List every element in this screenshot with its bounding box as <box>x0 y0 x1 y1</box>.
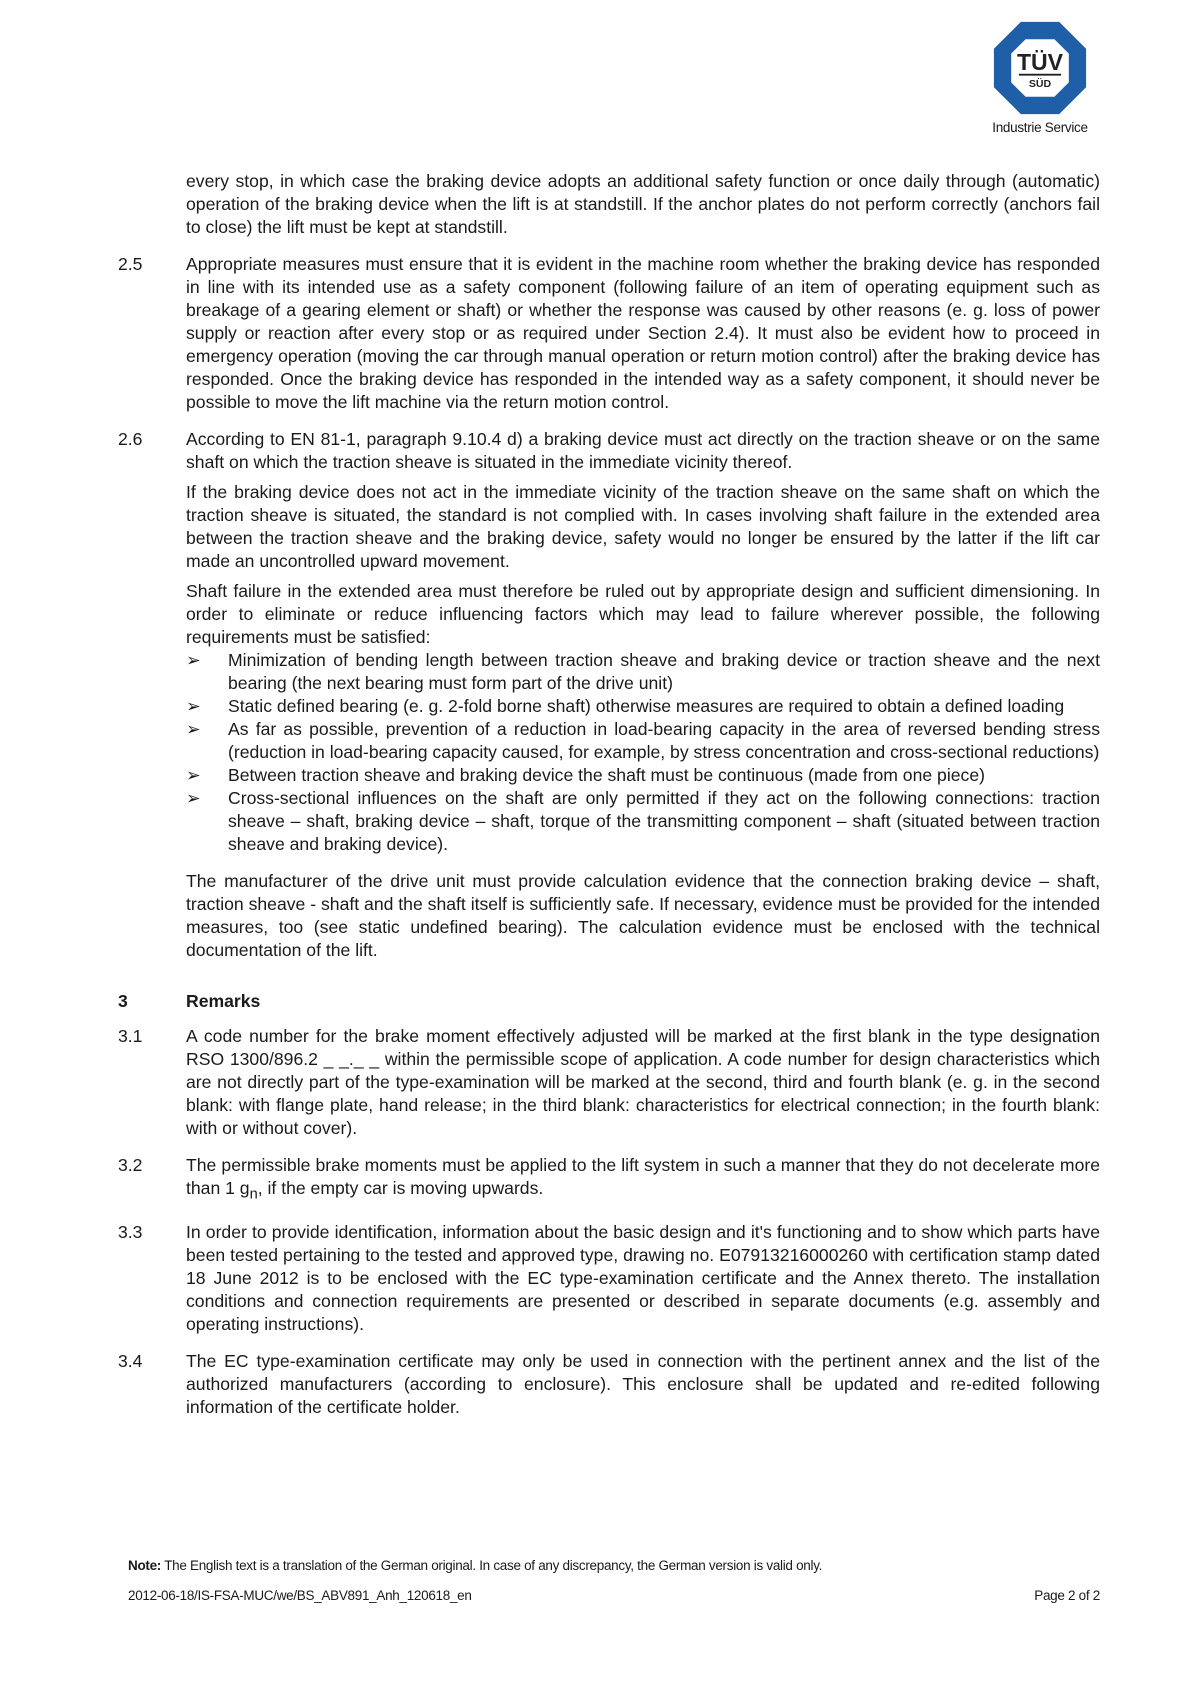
section-number: 2.6 <box>118 429 143 449</box>
svg-text:SÜD: SÜD <box>1028 78 1052 91</box>
section-paragraph: According to EN 81-1, paragraph 9.10.4 d) a braking device must act directly on the traction sheave or on the same shaft on which the traction sheave is situated in the immediate vicinity thereof. <box>186 429 1100 472</box>
arrow-bullet-icon: ➢ <box>186 788 201 808</box>
section-3-4 <box>118 1350 1100 1419</box>
list-item: ➢ Between traction sheave and braking device the shaft must be continuous (made from one piece) <box>186 765 985 785</box>
document-reference: 2012-06-18/IS-FSA-MUC/we/BS_ABV891_Anh_120618_en <box>128 1588 472 1603</box>
list-item: ➢ Cross-sectional influences on the shaft are only permitted if they act on the following connections: traction sheave – shaft, braking device – shaft, torque of the transmitting component – shaft (situated between traction sheave and braking device). <box>186 788 1100 854</box>
section-2-6 <box>118 428 1100 962</box>
section-3-heading: 3 Remarks <box>118 991 261 1011</box>
logo-subtitle: Industrie Service <box>992 120 1088 135</box>
list-item: ➢ Minimization of bending length between traction sheave and braking device or traction sheave and the next bearing (the next bearing must form part of the drive unit) <box>186 650 1100 693</box>
section-text: Appropriate measures must ensure that it is evident in the machine room whether the braking device has responded in line with its intended use as a safety component (following failure of an item of operating equipment such as breakage of a gearing element or shaft) or whether the response was caused by other reasons (e. g. loss of power supply or reaction after every stop or as required under Section 2.4). It must also be evident how to proceed in emergency operation (moving the car through manual operation or return motion control) after the braking device has responded. Once the braking device has responded in the intended way as a safety component, it should never be possible to move the lift machine via the return motion control. <box>186 254 1100 412</box>
arrow-bullet-icon: ➢ <box>186 650 201 670</box>
section-number: 3.4 <box>118 1350 143 1371</box>
list-item: ➢ As far as possible, prevention of a reduction in load-bearing capacity in the area of reversed bending stress (reduction in load-bearing capacity caused, for example, by stress concentration and cross-sectional reductions) <box>186 719 1100 762</box>
arrow-bullet-icon: ➢ <box>186 765 201 785</box>
section-3-2 <box>118 1154 1100 1207</box>
footer-note: Note: The English text is a translation of the German original. In case of any discrepancy, the German version is valid only. <box>128 1558 823 1573</box>
section-paragraph: The manufacturer of the drive unit must provide calculation evidence that the connection braking device – shaft, traction sheave - shaft and the shaft itself is sufficiently safe. If necessary, evidence must be provided for the intended measures, too (see static undefined bearing). The calculation evidence must be enclosed with the technical documentation of the lift. <box>186 871 1100 960</box>
tuv-octagon-icon <box>992 20 1088 116</box>
continued-paragraph: every stop, in which case the braking device adopts an additional safety function or once daily through (automatic) operation of the braking device when the lift is at standstill. If the anchor plates do not perform correctly (anchors fail to close) the lift must be kept at standstill. <box>186 171 1100 237</box>
section-text: The EC type-examination certificate may only be used in connection with the pertinent annex and the list of the authorized manufacturers (according to enclosure). This enclosure shall be updated and re-edited following information of the certificate holder. <box>186 1350 1100 1417</box>
section-3-3 <box>118 1221 1100 1336</box>
section-title: Remarks <box>186 991 261 1011</box>
section-text: The permissible brake moments must be applied to the lift system in such a manner that they do not decelerate more than 1 $g_n$, if the empty car is moving upwards. <box>186 1155 1100 1203</box>
section-paragraph: Shaft failure in the extended area must therefore be ruled out by appropriate design and sufficient dimensioning. In order to eliminate or reduce influencing factors which may lead to failure wherever possible, the following requirements must be satisfied: <box>186 581 1100 647</box>
section-number: 3.2 <box>118 1155 143 1175</box>
section-number: 3.1 <box>118 1026 143 1046</box>
document-body <box>118 170 1100 1433</box>
list-item: ➢ Static defined bearing (e. g. 2-fold borne shaft) otherwise measures are required to obtain a defined loading <box>186 696 1065 716</box>
section-2-5 <box>118 253 1100 414</box>
section-number: 3.3 <box>118 1221 143 1242</box>
section-3-1 <box>118 1025 1100 1140</box>
section-number: 2.5 <box>118 254 143 274</box>
section-paragraph: If the braking device does not act in the immediate vicinity of the traction sheave on the same shaft on which the traction sheave is situated, the standard is not complied with. In cases involving shaft failure in the extended area between the traction sheave and the braking device, safety would no longer be ensured by the latter if the lift car made an uncontrolled upward movement. <box>186 482 1100 571</box>
svg-text:TÜV: TÜV <box>1016 48 1064 75</box>
section-text: A code number for the brake moment effectively adjusted will be marked at the first blank in the type designation RSO 1300/896.2 _ _._ _ within the permissible scope of application. A code number for design characteristics which are not directly part of the type-examination will be marked at the second, third and fourth blank (e. g. in the second blank: with flange plate, hand release; in the third blank: characteristics for electrical connection; in the fourth blank: with or without cover). <box>186 1026 1100 1138</box>
tuv-sud-logo <box>975 20 1105 135</box>
section-text: In order to provide identification, information about the basic design and it's functioning and to show which parts have been tested pertaining to the tested and approved type, drawing no. E07913216000260 with certification stamp dated 18 June 2012 is to be enclosed with the EC type-examination certificate and the Annex thereto. The installation conditions and connection requirements are presented or described in separate documents (e.g. assembly and operating instructions). <box>186 1221 1100 1334</box>
page-number: Page 2 of 2 <box>1034 1588 1100 1603</box>
arrow-bullet-icon: ➢ <box>186 696 201 716</box>
requirements-list <box>186 649 1100 856</box>
arrow-bullet-icon: ➢ <box>186 719 201 739</box>
